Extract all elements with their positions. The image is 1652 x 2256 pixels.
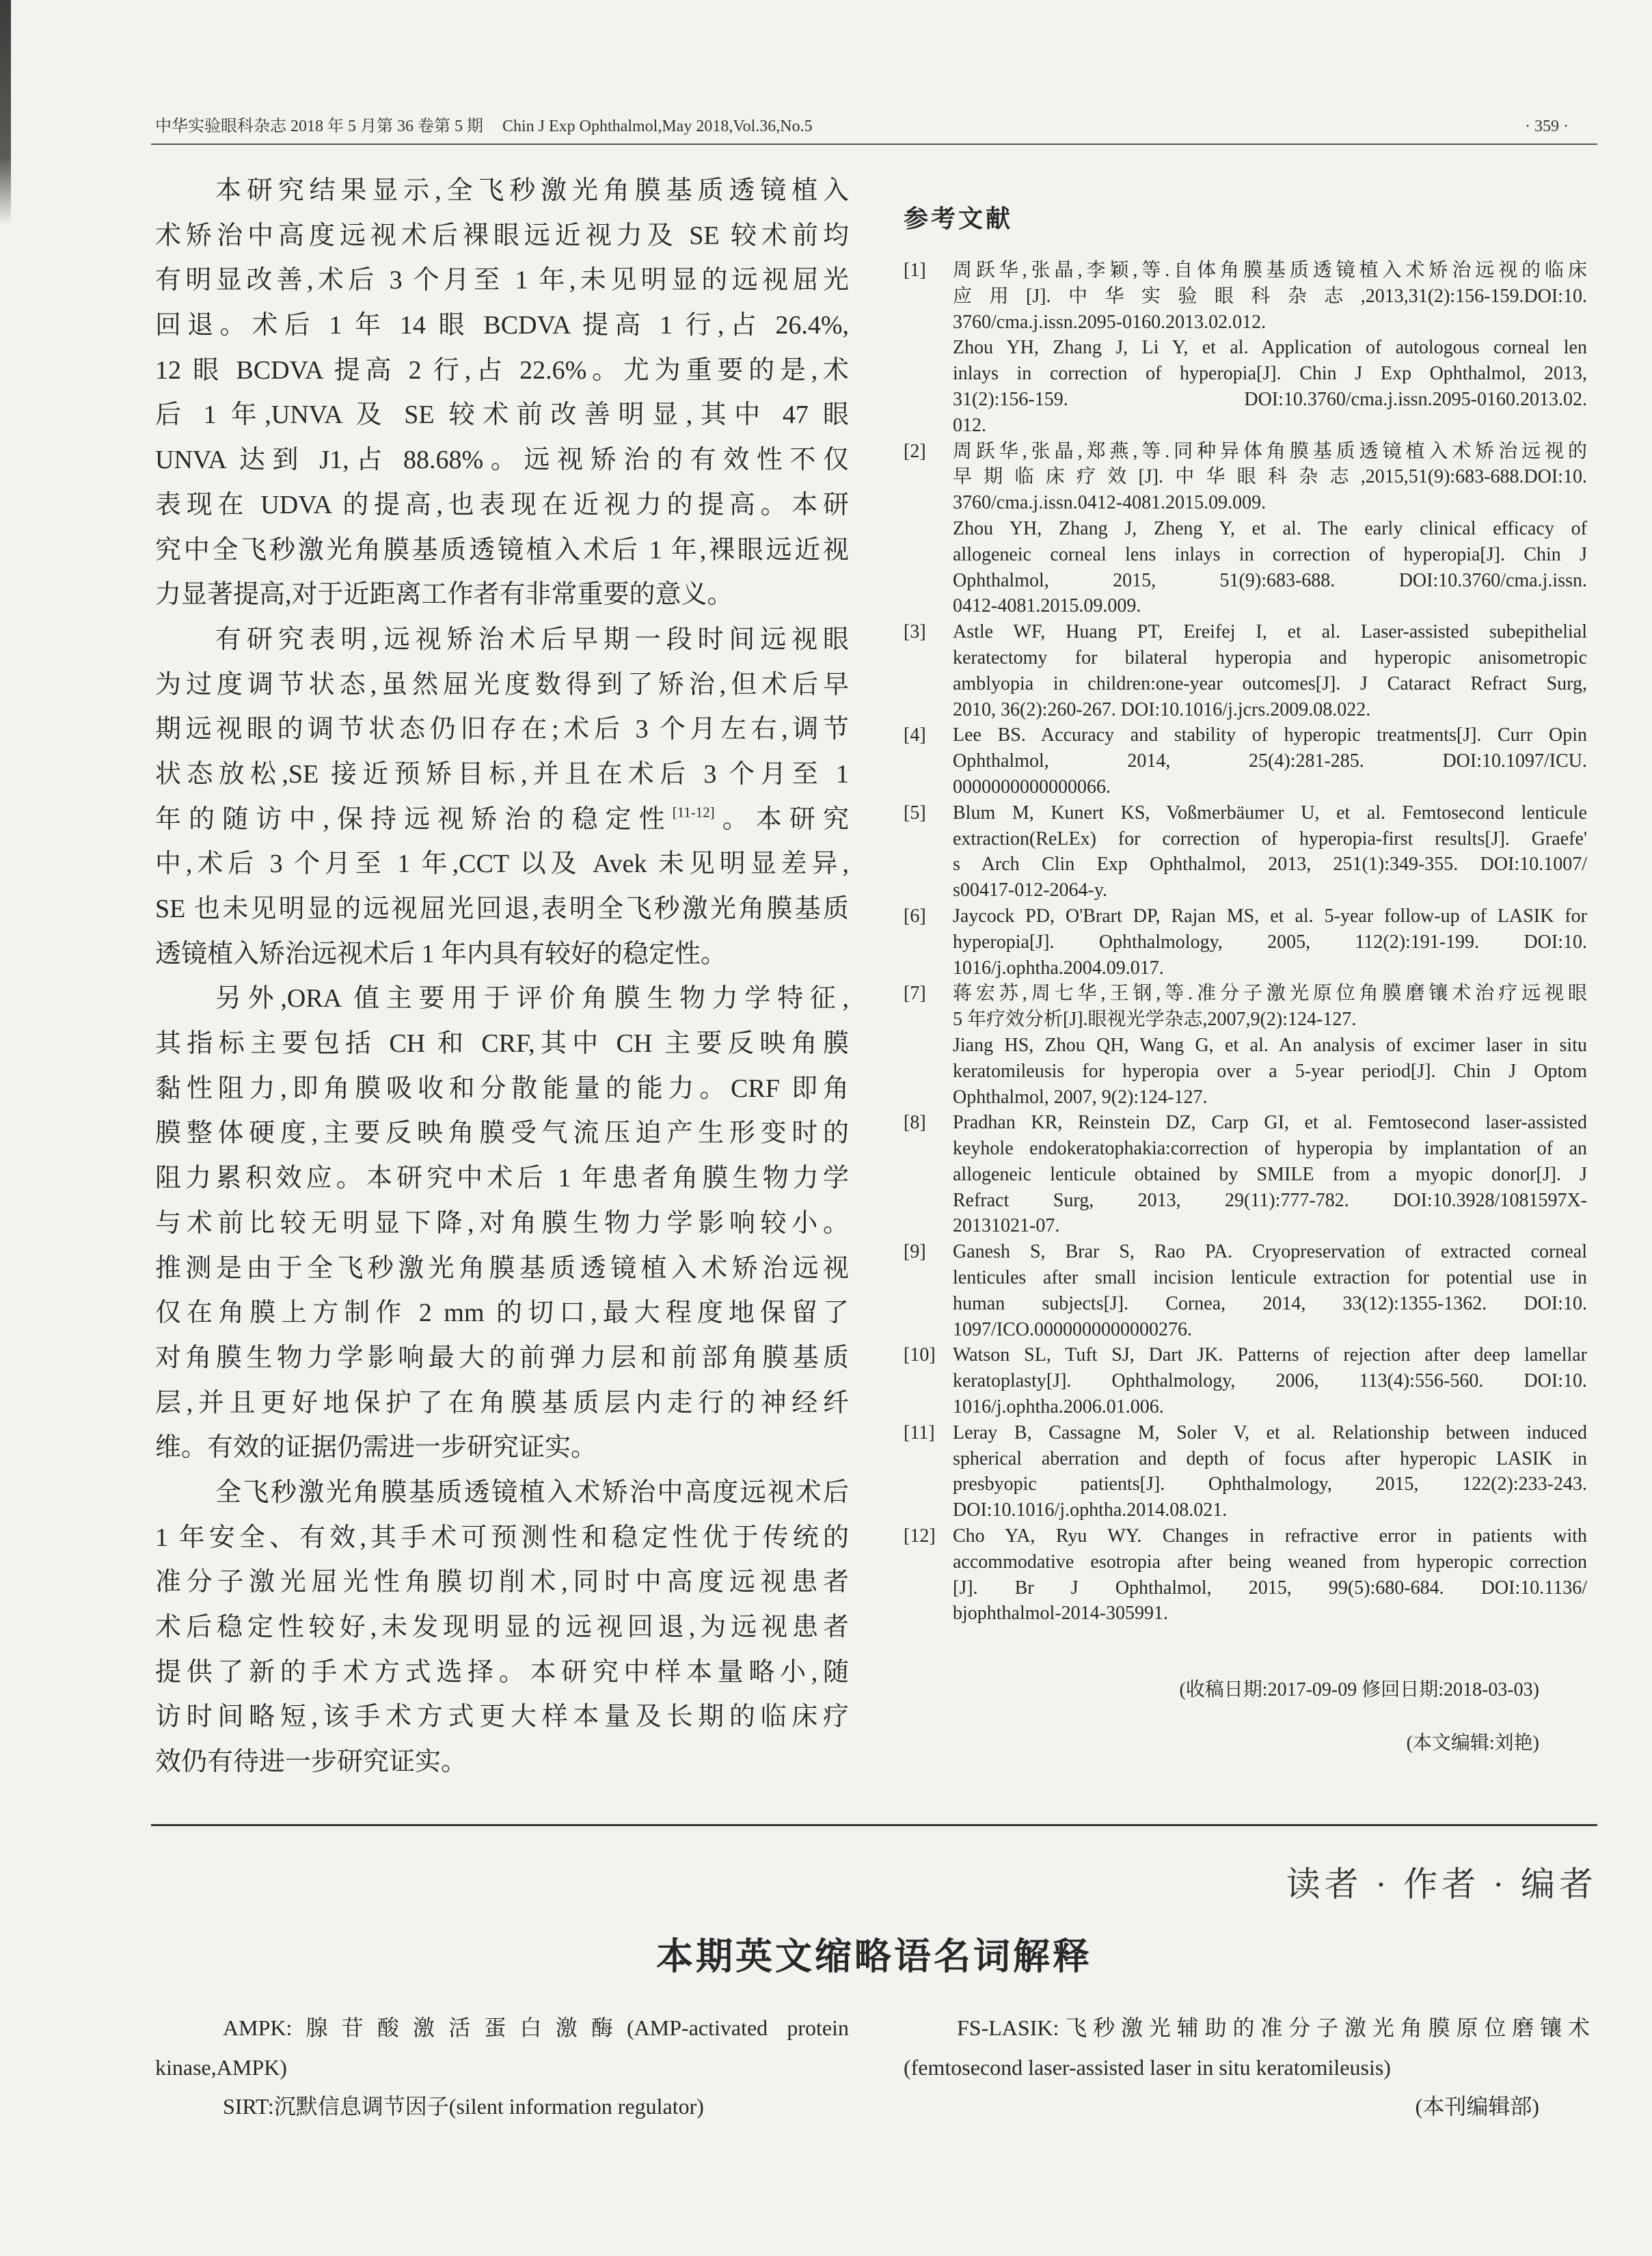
body-text-line: 为过度调节状态,虽然屈光度数得到了矫治,但术后早 [155,670,849,699]
reference-item [904,981,1587,1110]
reference-text: 1016/j.ophtha.2004.09.017. [953,957,1164,979]
reference-number: [11] [904,1422,935,1443]
body-text-line: 1 年安全、有效,其手术可预测性和稳定性优于传统的 [155,1523,849,1552]
reference-number: [12] [904,1525,936,1547]
reference-text: keyhole endokeratophakia:correction of hyperopia by implantation of an [953,1138,1587,1160]
reference-line [904,1162,1587,1188]
glossary-line: kinase,AMPK) [155,2054,287,2080]
reference-text: hyperopia[J]. Ophthalmology, 2005, 112(2):191-199. DOI:10. [953,931,1587,953]
reference-line [904,568,1587,594]
body-text-line: 对角膜生物力学影响最大的前弹力层和前部角膜基质 [155,1343,849,1372]
glossary-title: 本期英文缩略语名词解释 [656,1936,1092,1977]
reference-text: Zhou YH, Zhang J, Zheng Y, et al. The early clinical efficacy of [953,517,1587,539]
received-revised-dates: (收稿日期:2017-09-09 修回日期:2018-03-03) [1179,1679,1539,1700]
reference-text: Astle WF, Huang PT, Ereifej I, et al. Laser-assisted subepithelial [953,621,1587,643]
reference-line [904,1239,1587,1265]
column-section-label: 读者 · 作者 · 编者 [1286,1865,1597,1903]
reference-text: Ophthalmol, 2007, 9(2):124-127. [953,1086,1208,1108]
glossary-entry [155,2087,849,2127]
body-text-line: 膜整体硬度,主要反映角膜受气流压迫产生形变时的 [155,1119,849,1148]
reference-line [904,1136,1587,1162]
reference-text: inlays in correction of hyperopia[J]. Chin J Exp Ophthalmol, 2013, [953,363,1587,385]
body-text-line: 效仍有待进一步研究证实。 [155,1748,468,1777]
reference-text: DOI:10.1016/j.ophtha.2014.08.021. [953,1499,1228,1521]
reference-number: [2] [904,440,926,462]
reference-line [904,619,1587,645]
body-paragraph [155,977,849,1471]
body-text-line: 层,并且更好地保护了在角膜基质层内走行的神经纤 [155,1388,849,1417]
body-paragraph [155,618,849,977]
reference-line [904,284,1587,310]
body-text-line: SE 也未见明显的远视屈光回退,表明全飞秒激光角膜基质 [155,895,849,923]
reference-item [904,722,1587,800]
body-text-line: 术后稳定性较好,未发现明显的远视回退,为远视患者 [155,1613,849,1642]
reference-number: [3] [904,621,926,643]
reference-line [904,955,1587,981]
body-paragraph [155,1471,849,1785]
reference-text: Ophthalmol, 2015, 51(9):683-688. DOI:10.3760/cma.j.issn. [953,569,1587,591]
reference-item [904,439,1587,620]
discussion-column [155,169,849,1785]
reference-line [904,1497,1587,1523]
reference-text: extraction(ReLEx) for correction of hyperopia-first results[J]. Graefe' [953,828,1587,850]
body-text-line: 本研究结果显示,全飞秒激光角膜基质透镜植入 [215,176,849,205]
reference-text: Ophthalmol, 2014, 25(4):281-285. DOI:10.1097/ICU. [953,750,1587,772]
reference-text: 周跃华,张晶,郑燕,等.同种异体角膜基质透镜植入术矫治远视的 [953,440,1587,462]
body-text-line: 另外,ORA 值主要用于评价角膜生物力学特征, [215,984,849,1014]
reference-number: [5] [904,802,926,824]
reference-number: [1] [904,260,926,281]
glossary-line: FS-LASIK:飞秒激光辅助的准分子激光角膜原位磨镶术 [957,2015,1590,2040]
reference-text: 1097/ICO.0000000000000276. [953,1318,1192,1340]
reference-text: spherical aberration and depth of focus after hyperopic LASIK in [953,1448,1587,1469]
body-text-line: 状态放松,SE 接近预矫目标,并且在术后 3 个月至 1 [155,759,849,789]
running-head [155,115,813,138]
reference-line [904,671,1587,697]
body-text-line: 仅在角膜上方制作 2 mm 的切口,最大程度地保留了 [155,1299,849,1328]
reference-line [904,1059,1587,1085]
reference-number: [6] [904,905,926,927]
body-text-line: 有明显改善,术后 3 个月至 1 年,未见明显的远视屈光 [155,266,849,295]
reference-line [904,1033,1587,1059]
reference-item [904,1420,1587,1523]
body-text-segment: 年的随访中,保持远视矫治的稳定性 [155,804,673,834]
reference-text: Watson SL, Tuft SJ, Dart JK. Patterns of rejection after deep lamellar [953,1344,1587,1366]
reference-number: [4] [904,724,926,746]
reference-text: Blum M, Kunert KS, Voßmerbäumer U, et al. Femtosecond lenticule [953,802,1587,824]
reference-line [904,542,1587,568]
reference-line [904,1188,1587,1214]
reference-text: presbyopic patients[J]. Ophthalmology, 2015, 122(2):233-243. [953,1473,1587,1495]
references-heading: 参考文献 [904,205,1014,232]
glossary-right-column [904,2009,1590,2127]
reference-text: 早期临床疗效[J].中华眼科杂志,2015,51(9):683-688.DOI:10. [953,466,1587,488]
body-text-line: 透镜植入矫治远视术后 1 年内具有较好的稳定性。 [155,939,727,968]
reference-text: 5 年疗效分析[J].眼视光学杂志,2007,9(2):124-127. [953,1009,1357,1031]
glossary-line: SIRT:沉默信息调节因子(silent information regulator) [223,2094,704,2119]
reference-line [904,361,1587,387]
reference-item [904,258,1587,439]
reference-line [904,1085,1587,1111]
body-paragraph [155,169,849,618]
body-text-line: 表现在 UDVA 的提高,也表现在近视力的提高。本研 [155,490,849,519]
glossary-left-column [155,2009,849,2127]
body-text-line: 术矫治中高度远视术后裸眼远近视力及 SE 较术前均 [155,221,849,250]
section-divider-rule [151,1824,1597,1826]
body-text-line: 有研究表明,远视矫治术后早期一段时间远视眼 [215,625,849,654]
reference-text: 2010, 36(2):260-267. DOI:10.1016/j.jcrs.2009.08.022. [953,698,1371,720]
body-text-line: 回退。术后 1 年 14 眼 BCDVA 提高 1 行,占 26.4%, [155,311,849,340]
body-text-line: 全飞秒激光角膜基质透镜植入术矫治中高度远视术后 [215,1478,849,1507]
body-text-line: 推测是由于全飞秒激光角膜基质透镜植入术矫治远视 [155,1253,849,1283]
reference-line [904,1394,1587,1420]
reference-number: [7] [904,983,926,1005]
reference-line [904,697,1587,723]
scan-edge-shadow [0,0,11,226]
reference-text: 1016/j.ophtha.2006.01.006. [953,1396,1164,1418]
reference-item [904,1523,1587,1627]
body-text-line: 12 眼 BCDVA 提高 2 行,占 22.6%。尤为重要的是,术 [155,355,849,385]
reference-line [904,1342,1587,1368]
reference-line [904,774,1587,800]
body-text-line: 后 1 年,UNVA 及 SE 较术前改善明显,其中 47 眼 [155,400,849,430]
reference-text: s00417-012-2064-y. [953,880,1108,901]
running-head-english: Chin J Exp Ophthalmol,May 2018,Vol.36,No.5 [502,118,813,135]
reference-line [904,645,1587,671]
reference-text: Pradhan KR, Reinstein DZ, Carp GI, et al. Femtosecond laser-assisted [953,1112,1587,1134]
reference-line [904,1265,1587,1291]
reference-number: [9] [904,1241,926,1263]
body-text-line: 究中全飞秒激光角膜基质透镜植入术后 1 年,裸眼远近视 [155,535,849,565]
reference-line [904,1213,1587,1239]
body-text-line: UNVA 达到 J1,占 88.68%。远视矫治的有效性不仅 [155,446,849,475]
reference-text: 3760/cma.j.issn.0412-4081.2015.09.009. [953,492,1267,514]
body-text-segment: 。本研究 [714,804,849,834]
body-text-line: 维。有效的证据仍需进一步研究证实。 [155,1433,597,1463]
reference-item [904,1239,1587,1342]
reference-line [904,593,1587,619]
body-text-line: 阻力累积效应。本研究中术后 1 年患者角膜生物力学 [155,1164,849,1193]
reference-text: 20131021-07. [953,1215,1060,1237]
reference-text: lenticules after small incision lenticule extraction for potential use in [953,1267,1587,1289]
reference-item [904,800,1587,903]
reference-line [904,1446,1587,1472]
reference-line [904,1523,1587,1549]
glossary-entry [904,2009,1590,2087]
reference-text: 应用[J].中华实验眼科杂志,2013,31(2):156-159.DOI:10. [953,285,1587,307]
reference-line [904,1368,1587,1394]
reference-line [904,310,1587,336]
reference-text: keratomileusis for hyperopia over a 5-year period[J]. Chin J Optom [953,1060,1587,1082]
reference-line [904,335,1587,361]
editor-credit: (本文编辑:刘艳) [1406,1732,1539,1754]
reference-item [904,903,1587,981]
body-text-line: 黏性阻力,即角膜吸收和分散能量的能力。CRF 即角 [155,1074,849,1103]
reference-line [904,826,1587,852]
page-number: · 359 · [1525,118,1569,135]
reference-text: 3760/cma.j.issn.2095-0160.2013.02.012. [953,311,1267,333]
reference-text: 31(2):156-159. DOI:10.3760/cma.j.issn.2095-0160.2013.02. [953,388,1587,410]
glossary-entry [155,2009,849,2087]
reference-list [904,258,1587,1627]
reference-text: Ganesh S, Brar S, Rao PA. Cryopreservation of extracted corneal [953,1241,1587,1263]
reference-text: [J]. Br J Ophthalmol, 2015, 99(5):680-684. DOI:10.1136/ [953,1577,1587,1599]
reference-text: allogeneic lenticule obtained by SMILE from a myopic donor[J]. J [953,1163,1587,1185]
reference-line [904,490,1587,516]
reference-line [904,1575,1587,1601]
reference-text: 周跃华,张晶,李颖,等.自体角膜基质透镜植入术矫治远视的临床 [953,260,1587,281]
body-text-line: 中,术后 3 个月至 1 年,CCT 以及 Avek 未见明显差异, [155,850,849,879]
reference-text: Refract Surg, 2013, 29(11):777-782. DOI:10.3928/1081597X- [953,1189,1587,1211]
glossary-credit: (本刊编辑部) [1415,2094,1539,2119]
reference-line [904,1007,1587,1033]
reference-text: Cho YA, Ryu WY. Changes in refractive error in patients with [953,1525,1587,1547]
reference-line [904,878,1587,903]
header-rule [151,144,1597,145]
body-text-line: 与术前比较无明显下降,对角膜生物力学影响较小。 [155,1208,849,1238]
glossary-line: AMPK:腺苷酸激活蛋白激酶(AMP-activated protein [223,2015,849,2040]
reference-line [904,413,1587,439]
reference-line [904,464,1587,490]
reference-text: s Arch Clin Exp Ophthalmol, 2013, 251(1):349-355. DOI:10.1007/ [953,854,1587,875]
reference-item [904,1342,1587,1419]
reference-number: [10] [904,1344,936,1366]
body-text-line: 准分子激光屈光性角膜切削术,同时中高度远视患者 [155,1568,849,1597]
body-text-line: 期远视眼的调节状态仍旧存在;术后 3 个月左右,调节 [155,715,849,744]
reference-line [904,1549,1587,1575]
reference-text: 蒋宏苏,周七华,王钢,等.准分子激光原位角膜磨镶术治疗远视眼 [953,983,1587,1005]
reference-text: 0412-4081.2015.09.009. [953,595,1141,617]
reference-line [904,258,1587,284]
reference-line [904,903,1587,929]
reference-line [904,1420,1587,1446]
reference-item [904,619,1587,722]
reference-line [904,800,1587,826]
reference-text: amblyopia in children:one-year outcomes[J]. J Cataract Refract Surg, [953,672,1587,694]
reference-text: allogeneic corneal lens inlays in correction of hyperopia[J]. Chin J [953,543,1587,565]
body-text-line: 力显著提高,对于近距离工作者有非常重要的意义。 [155,580,733,610]
reference-text: Zhou YH, Zhang J, Li Y, et al. Application of autologous corneal len [953,337,1587,359]
reference-text: Lee BS. Accuracy and stability of hyperopic treatments[J]. Curr Opin [953,724,1587,746]
reference-text: Jiang HS, Zhou QH, Wang G, et al. An analysis of excimer laser in situ [953,1034,1587,1056]
reference-line [904,1110,1587,1136]
reference-text: keratoplasty[J]. Ophthalmology, 2006, 113(4):556-560. DOI:10. [953,1370,1587,1392]
reference-text: 0000000000000066. [953,776,1111,798]
reference-item [904,1110,1587,1239]
reference-line [904,387,1587,413]
reference-number: [8] [904,1112,926,1134]
reference-line [904,722,1587,748]
reference-text: Jaycock PD, O'Brart DP, Rajan MS, et al. 5-year follow-up of LASIK for [953,905,1587,927]
reference-line [904,748,1587,774]
reference-text: human subjects[J]. Cornea, 2014, 33(12):1355-1362. DOI:10. [953,1292,1587,1314]
reference-text: accommodative esotropia after being weaned from hyperopic correction [953,1551,1587,1573]
glossary-line: (femtosecond laser-assisted laser in situ keratomileusis) [904,2054,1391,2080]
reference-line [904,852,1587,878]
reference-line [904,1317,1587,1343]
body-text-line: 提供了新的手术方式选择。本研究中样本量略小,随 [155,1657,849,1687]
reference-line [904,929,1587,955]
reference-line [904,981,1587,1007]
reference-line [904,1291,1587,1317]
body-text-line [155,798,849,843]
reference-text: keratectomy for bilateral hyperopia and hyperopic anisometropic [953,647,1587,668]
reference-text: 012. [953,414,986,436]
reference-text: bjophthalmol-2014-305991. [953,1603,1168,1625]
body-text-line: 访时间略短,该手术方式更大样本量及长期的临床疗 [155,1702,849,1732]
reference-text: Leray B, Cassagne M, Soler V, et al. Relationship between induced [953,1422,1587,1443]
body-text-line: 其指标主要包括 CH 和 CRF,其中 CH 主要反映角膜 [155,1029,849,1059]
running-head-chinese: 中华实验眼科杂志 2018 年 5 月第 36 卷第 5 期 [155,118,483,135]
citation-superscript: [11-12] [672,803,715,820]
reference-line [904,1471,1587,1497]
reference-line [904,1601,1587,1627]
reference-line [904,439,1587,465]
reference-line [904,516,1587,542]
